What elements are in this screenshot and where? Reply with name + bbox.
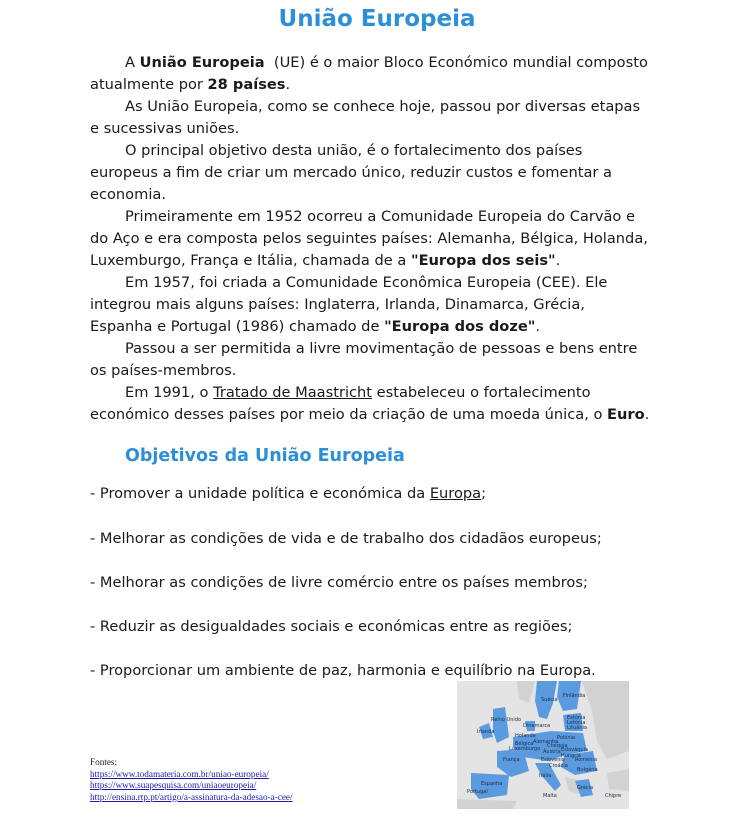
map-label: Espanha	[481, 781, 503, 787]
p4-bold: "Europa dos seis"	[410, 252, 556, 269]
p1-text: A	[125, 54, 140, 71]
europa-link[interactable]: Europa	[429, 485, 482, 502]
map-label: Grécia	[577, 785, 594, 791]
p7-end: .	[644, 406, 650, 423]
p1-mid: (UE) é o maior Bloco Económico mundial composto atualmente por	[90, 54, 653, 93]
paragraph-7	[90, 382, 650, 426]
source-link-2[interactable]: https://www.suapesquisa.com/uniaoeuropeia/	[90, 780, 257, 790]
objective-item: - Melhorar as condições de livre comércio entre os países membros;	[90, 574, 588, 591]
p5-text: Em 1957, foi criada a Comunidade Econômica Europeia (CEE). Ele integrou mais alguns países: Inglaterra, Irlanda, Dinamarca, Grécia, Espanha e Portugal (1986) chamado de	[90, 274, 608, 335]
map-label: Finlândia	[563, 693, 586, 699]
source-link-3[interactable]: http://ensina.rtp.pt/artigo/a-assinatura-da-adesao-a-cee/	[90, 791, 293, 802]
map-label: Itália	[539, 773, 552, 779]
p5-bold: "Europa dos doze"	[384, 318, 536, 335]
map-label: Malta	[543, 793, 557, 799]
map-label: Bélgica	[515, 741, 534, 747]
objectives-heading: Objetivos da União Europeia	[125, 446, 405, 466]
map-label: Alemanha	[533, 739, 559, 745]
map-label: Chipre	[605, 793, 622, 799]
source-link-1[interactable]: https://www.todamateria.com.br/uniao-europeia/	[90, 768, 269, 779]
p1-end: .	[285, 76, 291, 93]
p4-text: Primeiramente em 1952 ocorreu a Comunidade Europeia do Carvão e do Aço e era composta pelos seguintes países: Alemanha, Bélgica, Holanda, Luxemburgo, França e Itália, chamada de a	[90, 208, 648, 269]
objective-1-text: - Promover a unidade política e económica da	[90, 485, 430, 502]
p5-end: .	[535, 318, 540, 335]
map-label: Dinamarca	[523, 723, 551, 729]
map-label: Suécia	[541, 697, 558, 703]
p4-end: .	[555, 252, 561, 269]
map-label: Roménia	[575, 757, 597, 763]
paragraph-3: O principal objetivo desta união, é o fortalecimento dos países europeus a fim de criar um mercado único, reduzir custos e fomentar a economia.	[90, 142, 612, 203]
map-label: França	[503, 757, 520, 763]
map-label: Letónia	[567, 720, 586, 726]
map-label: Lituânia	[567, 725, 587, 731]
map-label: Bulgária	[577, 767, 598, 773]
map-label: Portugal	[467, 789, 488, 795]
eu-map-image	[457, 681, 629, 809]
sources	[90, 757, 293, 803]
eu-map-svg	[457, 681, 629, 809]
p7-mid: estabeleceu o fortalecimento económico desses países por meio da criação de uma moeda única, o	[90, 384, 608, 423]
objective-item	[90, 485, 486, 502]
paragraph-1	[90, 52, 653, 96]
map-label: Irlanda	[477, 729, 495, 735]
map-label: Estónia	[567, 715, 586, 721]
intro-text	[90, 52, 653, 426]
sources-label: Fontes:	[90, 757, 118, 767]
map-label: Hungria	[561, 753, 581, 759]
maastricht-link[interactable]: Tratado de Maastricht	[213, 384, 373, 401]
map-label: Polónia	[557, 735, 575, 741]
map-label: Eslovénia	[541, 757, 565, 763]
objective-item: - Reduzir as desigualdades sociais e económicas entre as regiões;	[90, 618, 573, 635]
paragraph-5	[90, 272, 650, 338]
objective-1-end: ;	[481, 485, 487, 502]
page-title: União Europeia	[278, 6, 476, 32]
p7-text: Em 1991, o	[125, 384, 214, 401]
paragraph-4	[90, 206, 650, 272]
map-label: Eslováquia	[561, 747, 589, 753]
p1-bold-eu: União Europeia	[139, 54, 265, 71]
objective-item: - Melhorar as condições de vida e de trabalho dos cidadãos europeus;	[90, 530, 602, 547]
objective-item: - Proporcionar um ambiente de paz, harmonia e equilíbrio na Europa.	[90, 662, 596, 679]
p7-bold-euro: Euro	[607, 406, 645, 423]
map-label: Áustria	[543, 749, 561, 755]
p1-bold-count: 28 países	[207, 76, 286, 93]
map-label: Reino Unido	[491, 717, 521, 723]
map-label: Chéquia	[547, 743, 568, 749]
paragraph-2: As União Europeia, como se conhece hoje, passou por diversas etapas e sucessivas uniões.	[90, 98, 641, 137]
paragraph-6: Passou a ser permitida a livre movimentação de pessoas e bens entre os países-membros.	[90, 340, 638, 379]
map-label: Croácia	[549, 763, 568, 769]
map-label: Holanda	[515, 733, 536, 739]
map-label: Luxemburgo	[509, 746, 541, 752]
